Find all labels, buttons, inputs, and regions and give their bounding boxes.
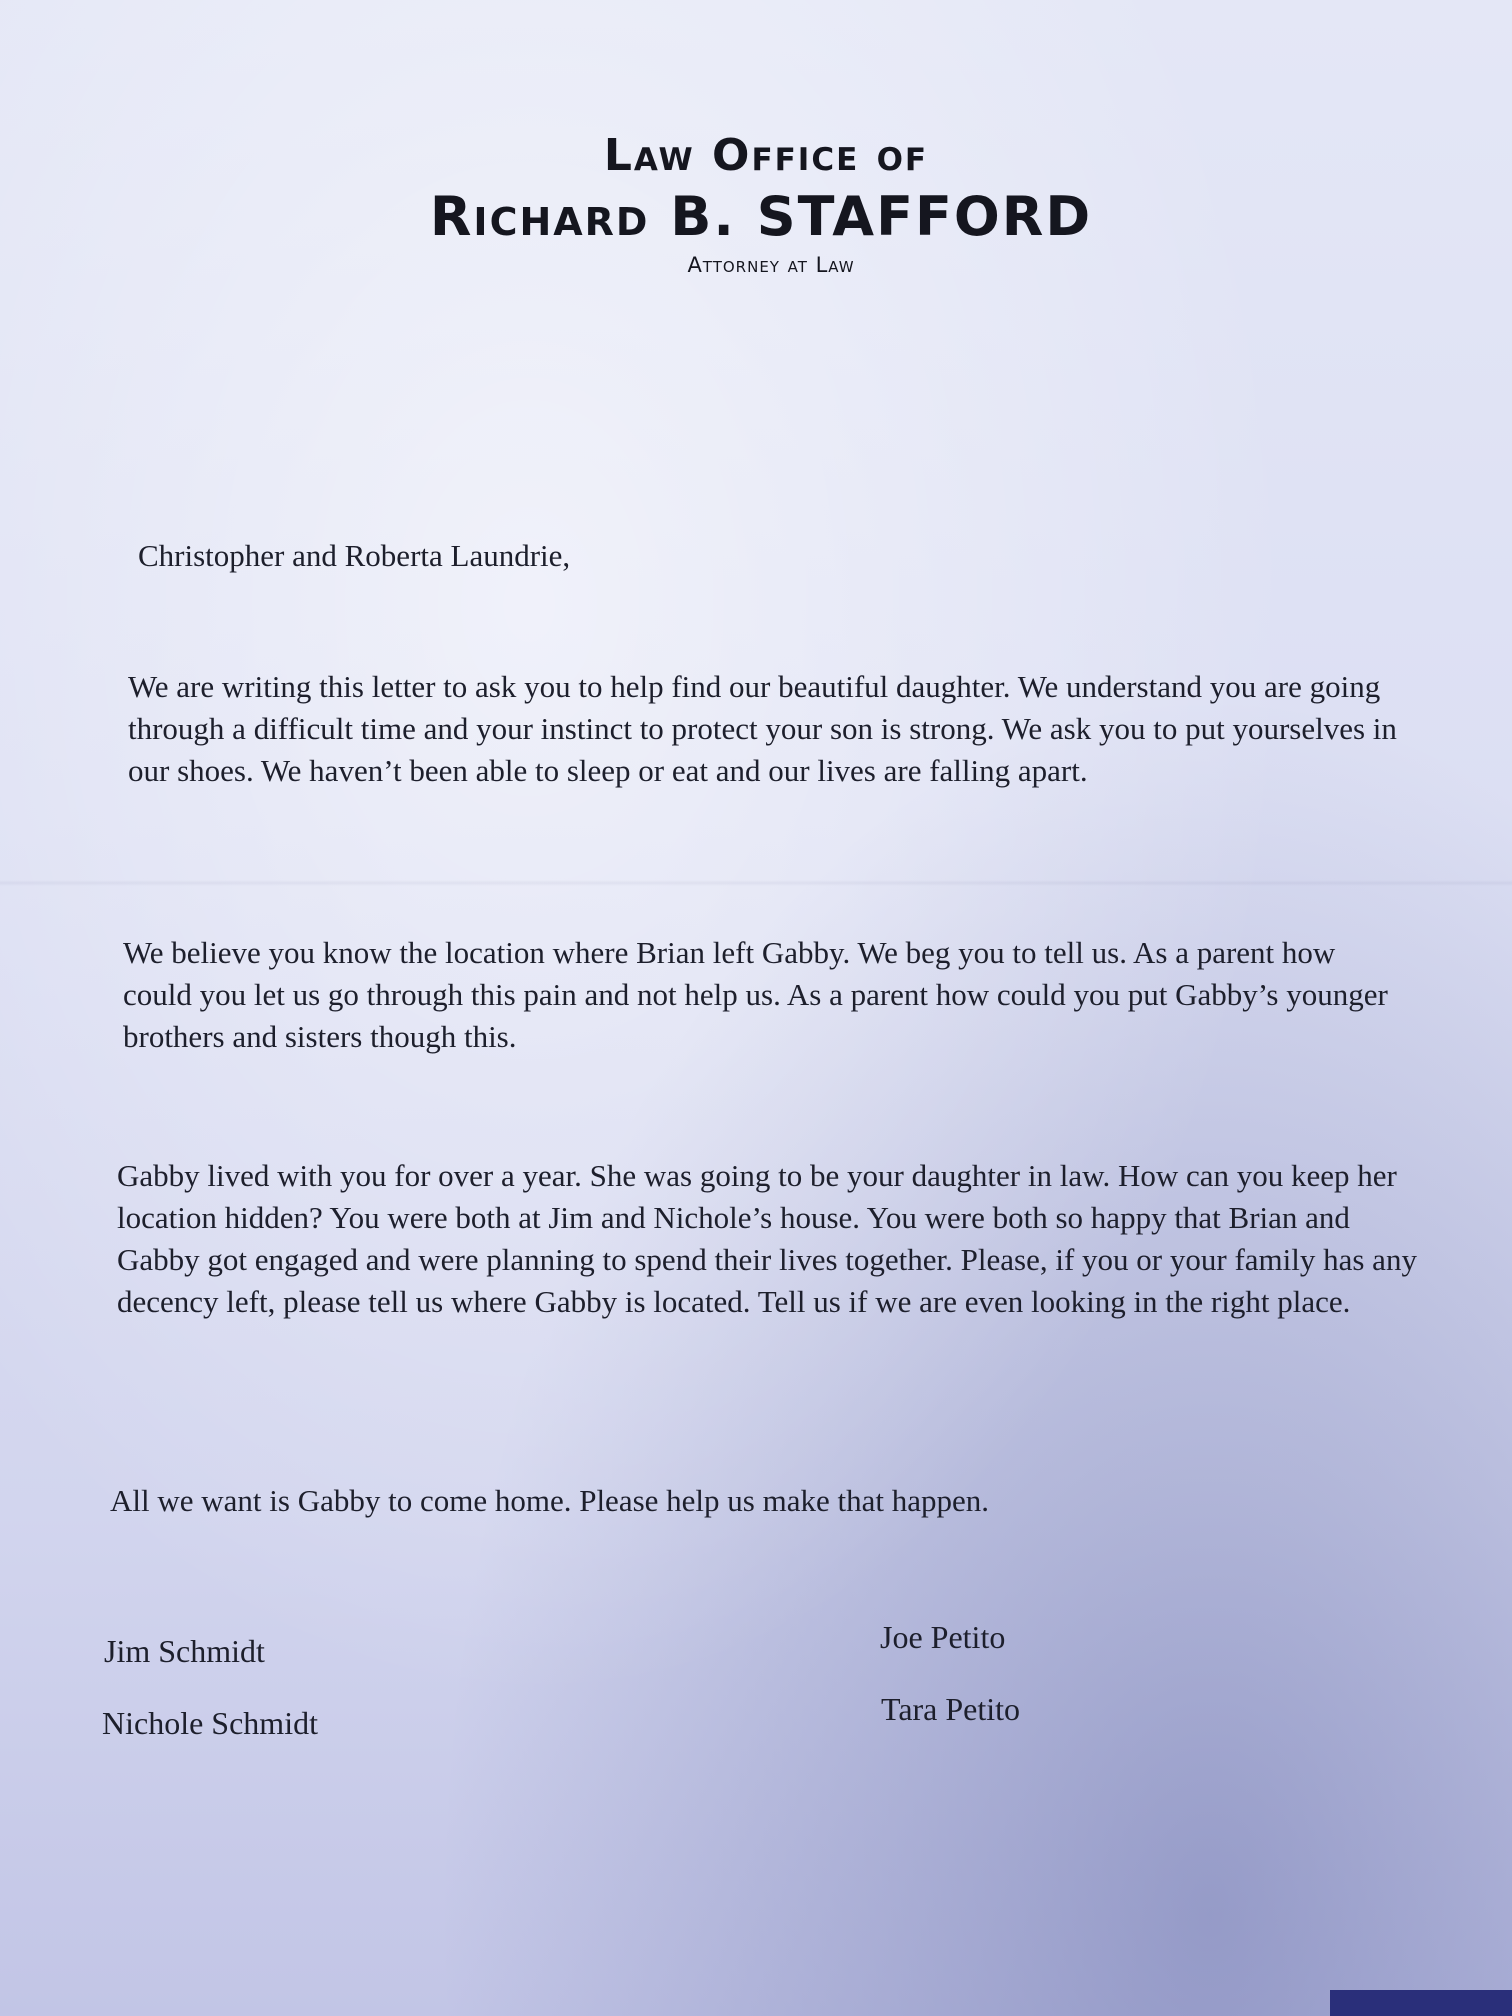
closing-line: All we want is Gabby to come home. Please help us make that happen. <box>110 1483 989 1518</box>
letterhead-office: Law Office of <box>603 130 929 181</box>
paragraph-3: Gabby lived with you for over a year. She was going to be your daughter in law. How can you keep her location hidden? You were both at Jim and Nichole’s house. You were both so happy that Brian and Gabby got engaged and were planning to spend their lives together. Please, if you or your family has any decency left, please tell us where Gabby is located. Tell us if we are even looking in the right place. <box>117 1158 1417 1319</box>
paragraph-1: We are writing this letter to ask you to help find our beautiful daughter. We understand you are going through a difficult time and your instinct to protect your son is strong. We ask you to put yourselves in our shoes. We haven’t been able to sleep or eat and our lives are falling apart. <box>128 669 1397 788</box>
letterhead-attorney-name: Richard B. STAFFORD <box>429 185 1093 248</box>
paragraph-2: We believe you know the location where Brian left Gabby. We beg you to tell us. As a parent how could you let us go through this pain and not help us. As a parent how could you put Gabby’s younger brothers and sisters though this. <box>123 935 1388 1054</box>
signature-nichole-schmidt: Nichole Schmidt <box>102 1705 318 1741</box>
paper-crease <box>0 880 1512 886</box>
signature-jim-schmidt: Jim Schmidt <box>104 1633 265 1669</box>
letterhead <box>0 128 1512 280</box>
corner-shadow <box>1330 1990 1512 2016</box>
salutation: Christopher and Roberta Laundrie, <box>138 538 571 573</box>
letterhead-title: Attorney at Law <box>687 253 855 277</box>
signature-joe-petito: Joe Petito <box>880 1619 1006 1655</box>
signature-tara-petito: Tara Petito <box>881 1691 1021 1727</box>
